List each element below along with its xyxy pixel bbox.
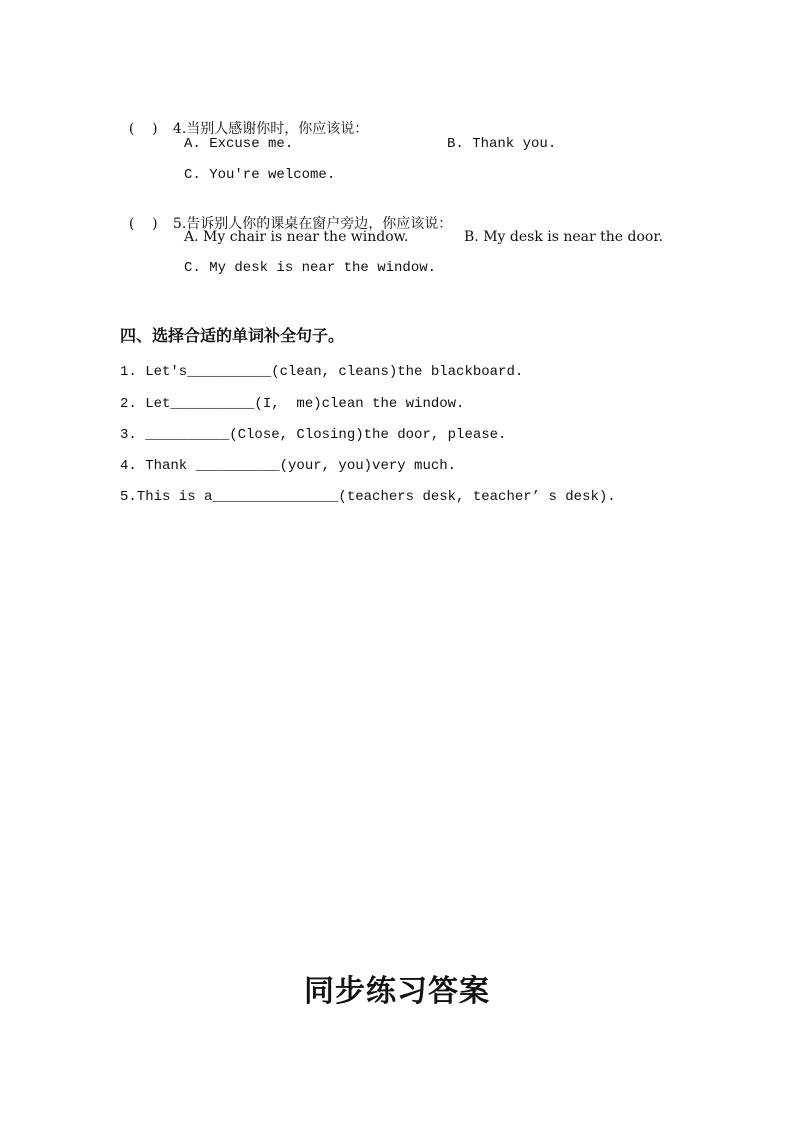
fill-item-5: 5.This is a_______________(teachers desk, teacher’ s desk). [120, 489, 616, 505]
fill-item-3: 3. __________(Close, Closing)the door, please. [120, 427, 507, 443]
q5-option-a: A. My chair is near the window. [184, 229, 409, 245]
answers-title: 同步练习答案 [304, 974, 490, 1009]
answer-blank-paren: ( ) [128, 121, 158, 137]
fill-item-2: 2. Let__________(I, me)clean the window. [120, 396, 465, 412]
section-4-heading: 四、选择合适的单词补全句子。 [120, 326, 345, 345]
q4-option-a: A. Excuse me. [184, 136, 294, 152]
q4-option-c: C. You're welcome. [184, 167, 336, 183]
q5-option-b: B. My desk is near the door. [464, 229, 663, 245]
fill-item-1: 1. Let's__________(clean, cleans)the blackboard. [120, 364, 524, 380]
fill-item-4: 4. Thank __________(your, you)very much. [120, 458, 457, 474]
question-4-stem: 4.当别人感谢你时，你应该说： [172, 121, 369, 137]
q4-option-b: B. Thank you. [447, 136, 557, 152]
q5-option-c: C. My desk is near the window. [184, 260, 437, 276]
question-4 [120, 102, 368, 138]
question-5-stem: 5.告诉别人你的课桌在窗户旁边，你应该说： [172, 216, 453, 232]
answer-blank-paren: ( ) [128, 216, 158, 232]
